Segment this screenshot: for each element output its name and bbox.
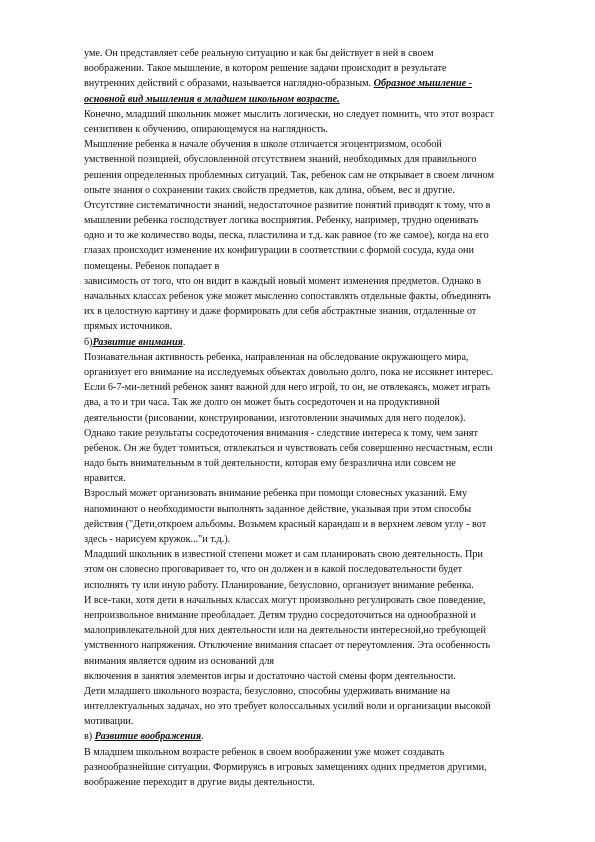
text-run: воображении. Такое мышление, в котором решение задачи происходит в результате [84, 63, 447, 75]
text-run: помещены. Ребенок попадает в [84, 260, 220, 272]
text-run: решения определенных проблемных ситуаций. Так, ребенок сам не открывает в своем личном [84, 169, 494, 181]
text-line [84, 471, 520, 486]
text-line [84, 304, 520, 319]
text-line [84, 61, 520, 76]
text-line [84, 486, 520, 501]
text-run: прямых источников. [84, 321, 173, 333]
text-run: уме. Он представляет себе реальную ситуацию и как бы действует в ней в своем [84, 48, 434, 59]
text-line [84, 319, 520, 334]
emphasized-text: Развитие внимания [92, 336, 183, 348]
text-line [84, 213, 520, 228]
text-line [84, 107, 520, 122]
text-run: Взрослый может организовать внимание ребенка при помощи словесных указаний. Ему [84, 488, 468, 500]
text-run: непроизвольное внимание преобладает. Детям трудно сосредоточиться на однообразной и [84, 609, 476, 621]
text-line [84, 365, 520, 380]
text-line [84, 350, 520, 365]
text-run: деятельности (рисовании, конструировании, изготовлении значимых для него поделок). [84, 412, 466, 424]
text-run: исполнять ту или иную работу. Планирование, безусловно, организует внимание ребенка. [84, 579, 474, 591]
text-line [84, 395, 520, 410]
text-run: напоминают о необходимости выполнять заданное действие, указывая при этом способы [84, 503, 472, 515]
emphasized-text: Развитие воображения [94, 731, 202, 743]
text-line [84, 532, 520, 547]
text-run: б) [84, 336, 93, 348]
text-line [84, 76, 520, 91]
text-run: начальных классах ребенок уже может мысленно сопоставлять отдельные факты, объединять [84, 291, 491, 302]
text-line [84, 137, 520, 152]
text-line [84, 274, 520, 289]
text-run: два, а то и три часа. Так же долго он может быть сосредоточен и на продуктивной [84, 397, 440, 409]
text-run: разнообразнейшие ситуации. Формируясь в игровых замещениях одних предметов другими, [84, 761, 487, 773]
text-run: ребенок. Он же будет томиться, отвлекаться и чувствовать себя совершенно несчастным, если [84, 442, 493, 454]
text-run: умственного напряжения. Отключение внимания спасает от переутомления. Эта особенность [84, 640, 491, 652]
text-run: опыте знания о сохранении таких свойств предметов, как длина, объем, вес и другие. [84, 184, 455, 196]
text-line [84, 593, 520, 608]
text-line [84, 775, 520, 790]
text-run: В младшем школьном возрасте ребенок в своем воображении уже может создавать [84, 746, 445, 758]
text-run: одно и то же количество воды, песка, пластилина и т.д. как равное (то же самое), когда на его [84, 230, 489, 242]
text-line [84, 426, 520, 441]
text-run: Дети младшего школьного возраста, безусловно, способны удерживать внимание на [84, 685, 451, 697]
text-line [84, 335, 520, 350]
text-line [84, 547, 520, 562]
text-run: нравится. [84, 473, 126, 485]
text-run: Познавательная активность ребенка, направленная на обследование окружающего мира, [84, 351, 469, 363]
text-line [84, 456, 520, 471]
text-line [84, 623, 520, 638]
text-line [84, 745, 520, 760]
text-line [84, 699, 520, 714]
text-line [84, 578, 520, 593]
document-page [84, 46, 520, 790]
text-line [84, 502, 520, 517]
text-run: зависимость от того, что он видит в каждый новый момент изменения предметов. Однако в [84, 275, 482, 287]
text-run: организует его внимание на исследуемых объектах довольно долго, пока не иссякнет интерес. [84, 366, 494, 378]
text-run: малопривлекательной для них деятельности или на деятельности интересной,но требующей [84, 625, 486, 637]
text-run: Мышление ребенка в начале обучения в школе отличается эгоцентризмом, особой [84, 139, 442, 151]
text-run: Конечно, младший школьник может мыслить логически, но следует помнить, что этот возраст [84, 108, 495, 120]
text-line [84, 168, 520, 183]
text-run: надо быть внимательным в той деятельности, которая ему безразлична или совсем не [84, 458, 456, 470]
text-line [84, 411, 520, 426]
text-run: Если 6-7-ми-летний ребенок занят важной для него игрой, то он, не отвлекаясь, может играть [84, 382, 491, 394]
text-line [84, 198, 520, 213]
text-line [84, 729, 520, 744]
text-run: внутренних действий с образами, называется наглядно-образным. [84, 78, 374, 90]
text-line [84, 562, 520, 577]
text-line [84, 122, 520, 137]
text-run: действия ("Дети,откроем альбомы. Возьмем красный карандаш и в верхнем левом углу - вот [84, 518, 487, 530]
emphasized-text: Образное мышление - [373, 78, 473, 90]
text-run: этом он словесно проговаривает то, что он должен и в какой последовательности будет [84, 564, 463, 576]
text-run: И все-таки, хотя дети в начальных классах могут произвольно регулировать свое поведение, [84, 594, 486, 606]
text-run: мышлении ребенка господствует логика восприятия. Ребенку, например, трудно оценивать [84, 215, 479, 227]
text-line [84, 380, 520, 395]
text-run: включения в занятия элементов игры и достаточно частой смены форм деятельности. [84, 670, 456, 682]
text-line [84, 638, 520, 653]
text-run: внимания является одним из оснований для [84, 655, 275, 667]
text-line [84, 46, 520, 61]
text-run: их в целостную картину и даже формировать для себя абстрактные знания, отдаленные от [84, 306, 477, 318]
text-run: воображение переходит в другие виды деятельности. [84, 777, 315, 788]
text-line [84, 289, 520, 304]
text-run: интеллектуальных задачах, но это требует колоссальных усилий воли и организации высокой [84, 701, 491, 713]
text-line [84, 243, 520, 258]
text-run: умственной позицией, обусловленной отсутствием знаний, необходимых для правильного [84, 154, 477, 166]
text-line [84, 669, 520, 684]
text-line [84, 441, 520, 456]
text-line [84, 517, 520, 532]
text-run: . [182, 336, 186, 348]
text-run: Однако такие результаты сосредоточения внимания - следствие интереса к тому, чем занят [84, 427, 478, 439]
emphasized-text: основной вид мышления в младшем школьном возрасте. [84, 93, 340, 105]
text-line [84, 714, 520, 729]
text-run: глазах происходит изменение их конфигурации в соответствии с формой сосуда, куда они [84, 245, 474, 257]
text-line [84, 183, 520, 198]
text-run: . [201, 731, 204, 743]
text-run: мотивации. [84, 716, 134, 728]
text-line [84, 684, 520, 699]
text-run: в) [84, 731, 95, 743]
text-run: Младший школьник в известной степени может и сам планировать свою деятельность. При [84, 549, 483, 561]
text-run: здесь - нарисуем кружок..."и т.д.). [84, 534, 231, 545]
text-line [84, 92, 520, 107]
text-line [84, 152, 520, 167]
text-line [84, 654, 520, 669]
text-line [84, 259, 520, 274]
text-run: сензитивен к обучению, опирающемуся на наглядность. [84, 123, 328, 135]
text-run: Отсутствие систематичности знаний, недостаточное развитие понятий приводят к тому, что в [84, 199, 491, 211]
text-line [84, 228, 520, 243]
text-line [84, 608, 520, 623]
text-line [84, 760, 520, 775]
